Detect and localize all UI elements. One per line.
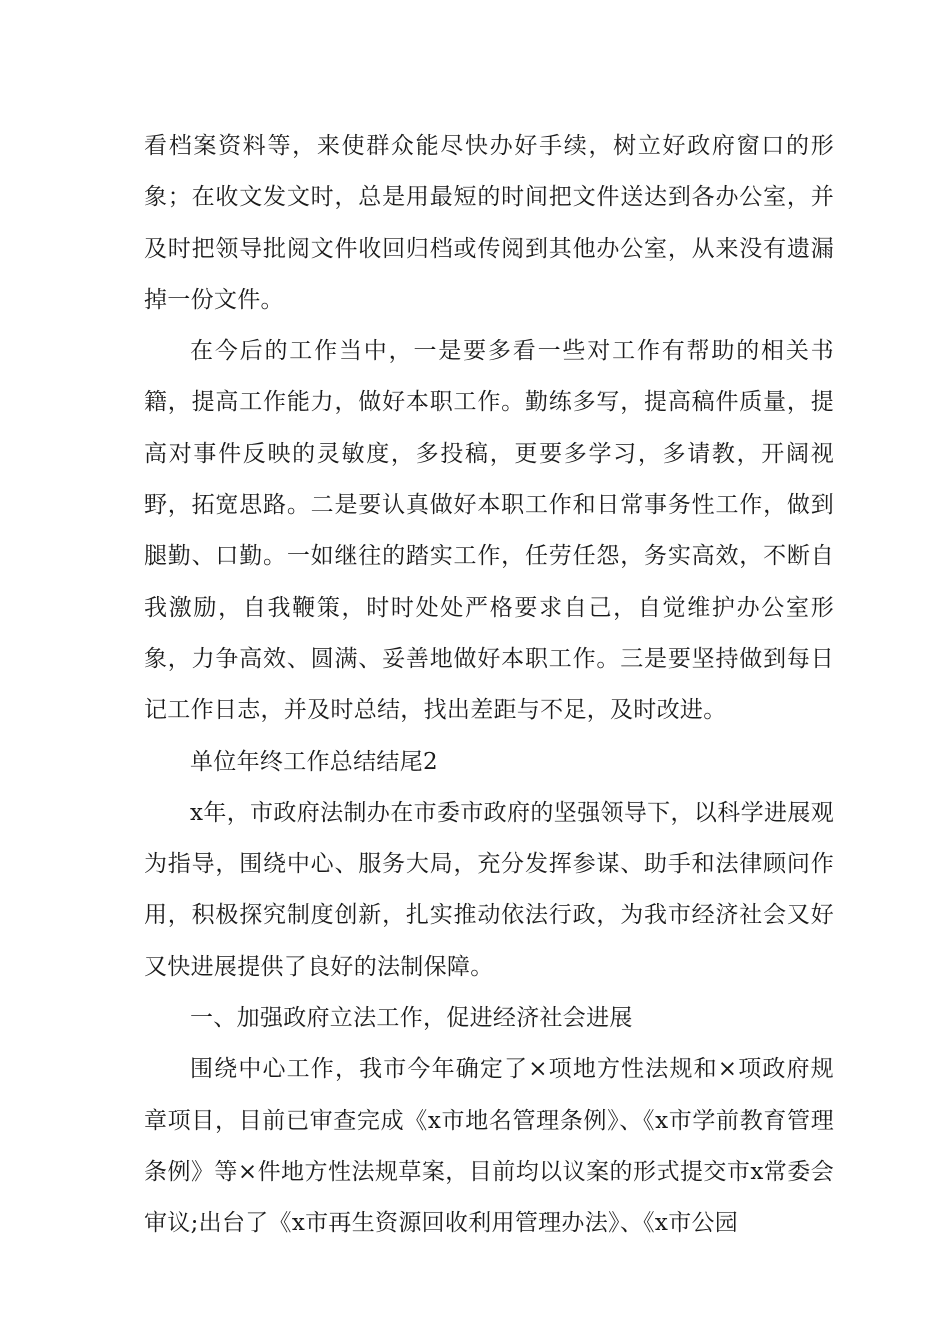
section-heading-summary-2: 单位年终工作总结结尾2 xyxy=(190,748,438,775)
paragraph-continued: 看档案资料等，来使群众能尽快办好手续，树立好政府窗口的形象；在收文发文时，总是用最短的时间把文件送达到各办公室，并及时把领导批阅文件收回归档或传阅到其他办公室，从来没有遗漏掉一份文件。 xyxy=(144,133,834,313)
paragraph-annual-overview: x年，市政府法制办在市委市政府的坚强领导下，以科学进展观为指导，围绕中心、服务大局，充分发挥参谋、助手和法律顾问作用，积极探究制度创新，扎实推动依法行政，为我市经济社会又好又快进展提供了良好的法制保障。 xyxy=(144,799,834,980)
document-body xyxy=(144,121,834,1250)
section-heading-legislation: 一、加强政府立法工作，促进经济社会进展 xyxy=(190,1005,633,1032)
paragraph-legislation-detail: 围绕中心工作，我市今年确定了×项地方性法规和×项政府规章项目，目前已审查完成《x市地名管理条例》、《x市学前教育管理条例》等×件地方性法规草案，目前均以议案的形式提交市x常委会审议;出台了《x市再生资源回收利用管理办法》、《x市公园 xyxy=(144,1056,834,1237)
paragraph-future-plans: 在今后的工作当中，一是要多看一些对工作有帮助的相关书籍，提高工作能力，做好本职工作。勤练多写，提高稿件质量，提高对事件反映的灵敏度，多投稿，更要多学习，多请教，开阔视野，拓宽思路。二是要认真做好本职工作和日常事务性工作，做到腿勤、口勤。一如继往的踏实工作，任劳任怨，务实高效，不断自我激励，自我鞭策，时时处处严格要求自己，自觉维护办公室形象，力争高效、圆满、妥善地做好本职工作。三是要坚持做到每日记工作日志，并及时总结，找出差距与不足，及时改进。 xyxy=(144,338,834,724)
